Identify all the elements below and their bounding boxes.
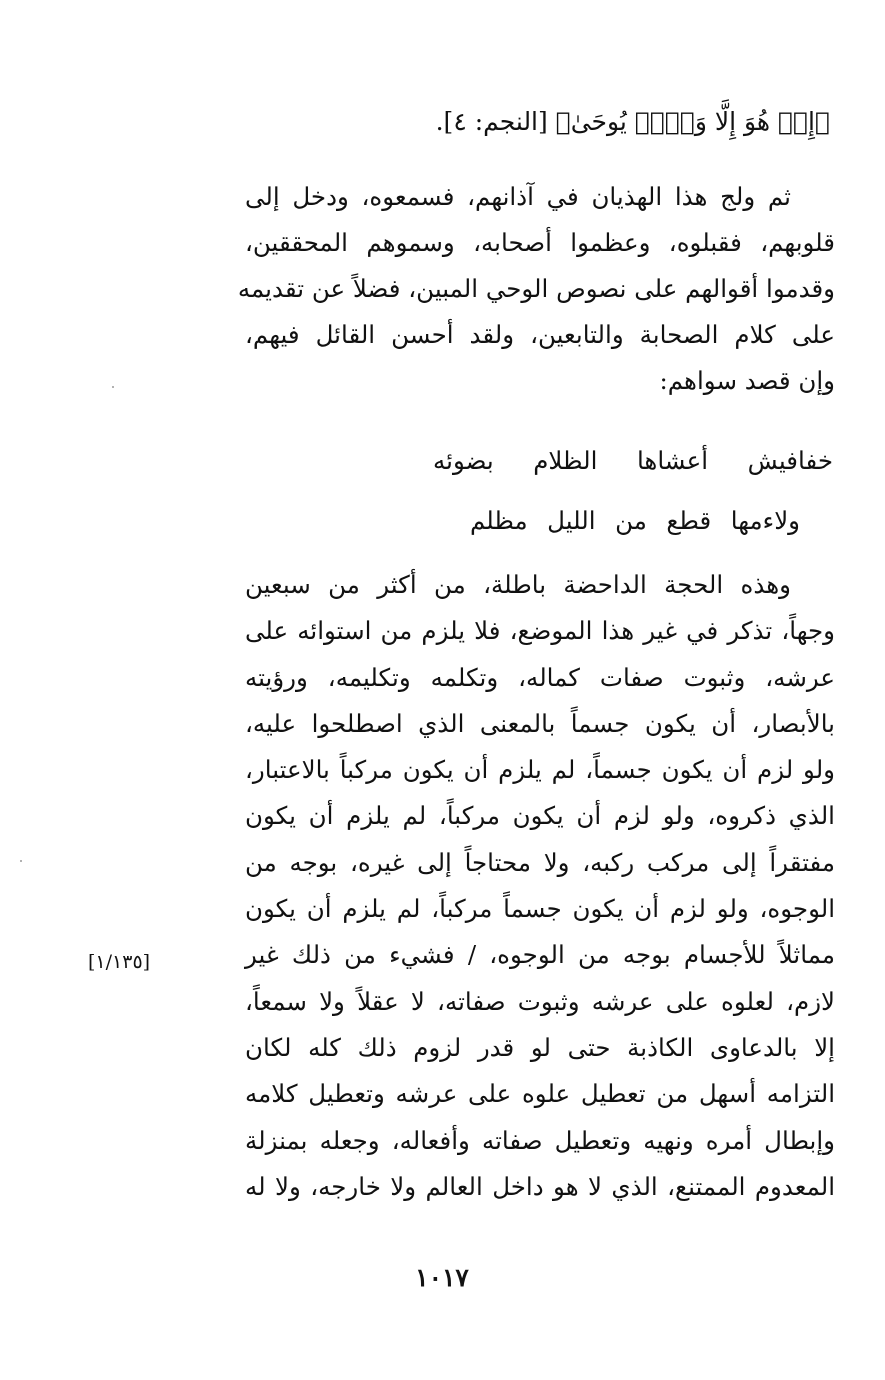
text-line: على كلام الصحابة والتابعين، ولقد أحسن القائل فيهم، bbox=[245, 320, 835, 349]
text-line: لازم، لعلوه على عرشه وثبوت صفاته، لا عقلاً ولا سمعاً، bbox=[245, 986, 835, 1016]
scan-speck bbox=[112, 386, 114, 388]
text-line: وقدموا أقوالهم على نصوص الوحي المبين، فضلاً عن تقديمه bbox=[237, 274, 835, 303]
text-line: المعدوم الممتنع، الذي لا هو داخل العالم ولا خارجه، ولا له bbox=[245, 1171, 835, 1201]
poem-verse-first: خفافيش أعشاها الظلام بضوئه bbox=[433, 446, 833, 475]
manuscript-folio-reference: [١/١٣٥] bbox=[88, 951, 151, 973]
text-line: الذي ذكروه، ولو لزم أن يكون مركباً، لم يلزم أن يكون bbox=[245, 801, 835, 831]
scan-speck bbox=[20, 860, 22, 862]
quran-citation: ﴿إِنۡ هُوَ إِلَّا وَحۡيٞ يُوحَىٰ﴾ [النجم: ٤]. bbox=[435, 107, 830, 136]
text-line: عرشه، وثبوت صفات كماله، وتكلمه وتكليمه، ورؤيته bbox=[245, 662, 835, 692]
text-line: ثم ولج هذا الهذيان في آذانهم، فسمعوه، ودخل إلى bbox=[245, 182, 791, 211]
text-line: مفتقراً إلى مركب ركبه، ولا محتاجاً إلى غيره، بوجه من bbox=[245, 847, 835, 877]
text-line: قلوبهم، فقبلوه، وعظموا أصحابه، وسموهم المحققين، bbox=[245, 228, 835, 257]
text-line: وإبطال أمره ونهيه وتعطيل صفاته وأفعاله، وجعله بمنزلة bbox=[245, 1125, 835, 1155]
text-line: بالأبصار، أن يكون جسماً بالمعنى الذي اصطلحوا عليه، bbox=[245, 708, 835, 738]
text-line: مماثلاً للأجسام بوجه من الوجوه، / فشيء من ذلك غير bbox=[245, 940, 835, 970]
paragraph-intro bbox=[237, 174, 835, 404]
paragraph-argument bbox=[245, 562, 835, 1210]
text-line: وإن قصد سواهم: bbox=[659, 366, 835, 395]
text-line: ولو لزم أن يكون جسماً، لم يلزم أن يكون مركباً بالاعتبار، bbox=[245, 755, 835, 785]
text-line: وهذه الحجة الداحضة باطلة، من أكثر من سبعين bbox=[245, 570, 791, 599]
text-line: وجهاً، تذكر في غير هذا الموضع، فلا يلزم من استوائه على bbox=[245, 616, 835, 646]
page-number: ١٠١٧ bbox=[415, 1263, 469, 1292]
text-line: إلا بالدعاوى الكاذبة حتى لو قدر لزوم ذلك كله لكان bbox=[245, 1032, 835, 1062]
poem-verse-second: ولاءمها قطع من الليل مظلم bbox=[470, 506, 800, 535]
text-line: الوجوه، ولو لزم أن يكون جسماً مركباً، لم يلزم أن يكون bbox=[245, 894, 835, 924]
text-line: التزامه أسهل من تعطيل علوه على عرشه وتعطيل كلامه bbox=[245, 1079, 835, 1109]
